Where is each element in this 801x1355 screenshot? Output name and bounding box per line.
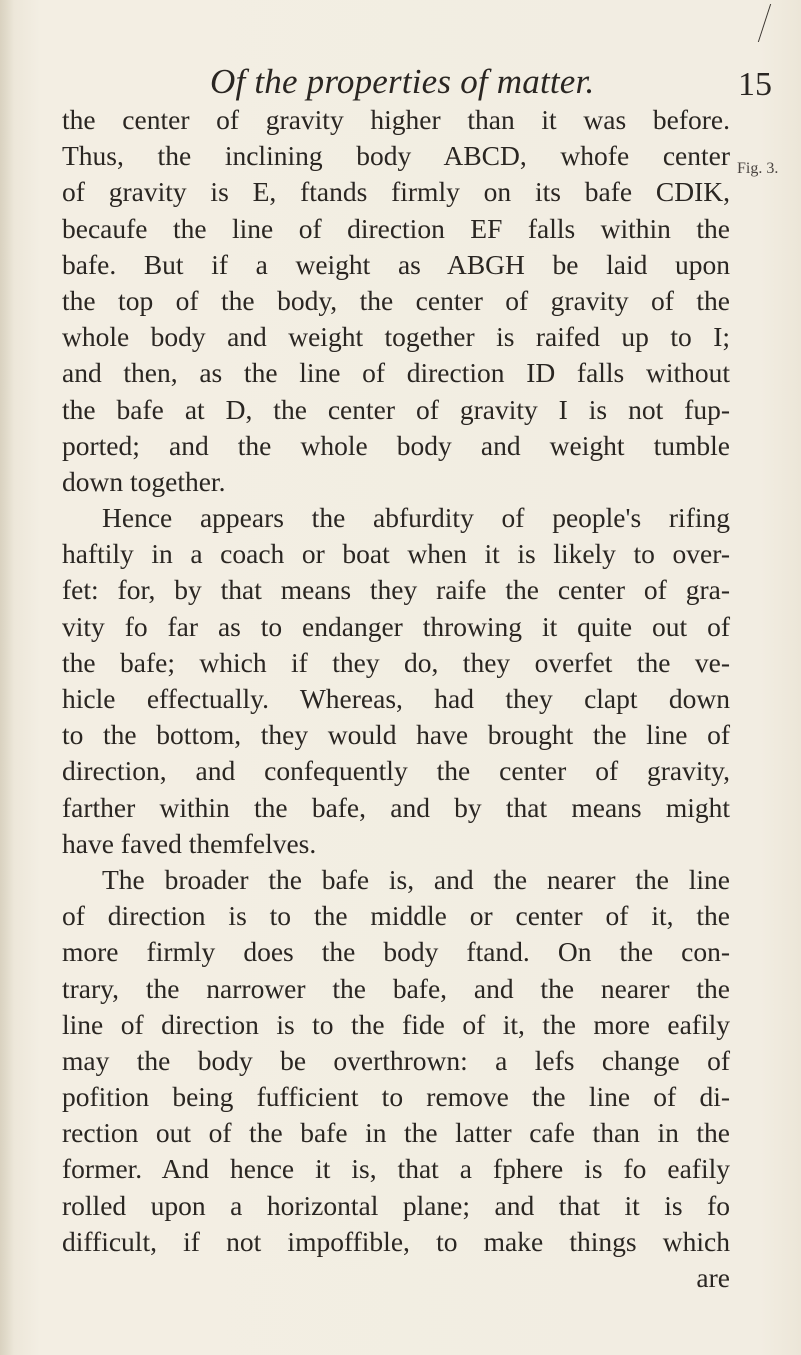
paragraph-start-line: The broader the bafe is, and the nearer the line [102,863,730,895]
text-line: haftily in a coach or boat when it is likely to over- [62,538,730,570]
text-line: to the bottom, they would have brought the line of [62,719,730,751]
figure-reference-note: Fig. 3. [737,160,779,177]
text-line: down together. [62,465,226,497]
text-line: ported; and the whole body and weight tumble [62,429,730,461]
text-line: and then, as the line of direction ID falls without [62,357,730,389]
text-line: of gravity is E, ftands firmly on its bafe CDIK, [62,176,730,208]
text-line: hicle effectually. Whereas, had they clapt down [62,683,730,714]
text-line: rection out of the bafe in the latter cafe than in the [62,1117,730,1149]
text-line: whole body and weight together is raifed up to I; [62,321,730,353]
text-line: may the body be overthrown: a lefs change of [62,1044,730,1076]
text-line: pofition being fufficient to remove the line of di- [62,1081,730,1113]
body-text [62,102,730,1296]
running-head: Of the properties of matter. [210,62,595,101]
text-line: the bafe at D, the center of gravity I is not fup- [62,393,730,425]
corner-pen-mark [758,4,785,42]
text-line: the center of gravity higher than it was before. [62,104,730,135]
text-line: more firmly does the body ftand. On the con- [62,936,730,968]
text-line: have faved themfelves. [62,827,317,859]
text-line: of direction is to the middle or center of it, the [62,900,730,932]
text-line: the top of the body, the center of gravity of the [62,284,730,316]
text-line: becaufe the line of direction EF falls within the [62,212,730,244]
text-line: fet: for, by that means they raife the center of gra- [62,574,730,606]
text-line: farther within the bafe, and by that means might [62,791,730,823]
text-line: trary, the narrower the bafe, and the nearer the [62,972,730,1004]
page-number: 15 [738,66,772,103]
paragraph-start-line: Hence appears the abfurdity of people's rifing [102,502,730,534]
binding-shadow [0,0,14,1355]
text-line: rolled upon a horizontal plane; and that it is fo [62,1189,730,1221]
text-line: difficult, if not impoffible, to make things which [62,1225,730,1257]
text-line: line of direction is to the fide of it, the more eafily [62,1008,730,1040]
text-line: direction, and confequently the center of gravity, [62,755,730,787]
text-line: bafe. But if a weight as ABGH be laid upon [62,248,730,280]
text-line: vity fo far as to endanger throwing it quite out of [62,610,730,642]
catchword: are [696,1262,730,1293]
text-line: former. And hence it is, that a fphere is fo eafily [62,1153,730,1185]
text-line: Thus, the inclining body ABCD, whofe center [62,140,730,172]
text-line: the bafe; which if they do, they overfet the ve- [62,646,730,678]
